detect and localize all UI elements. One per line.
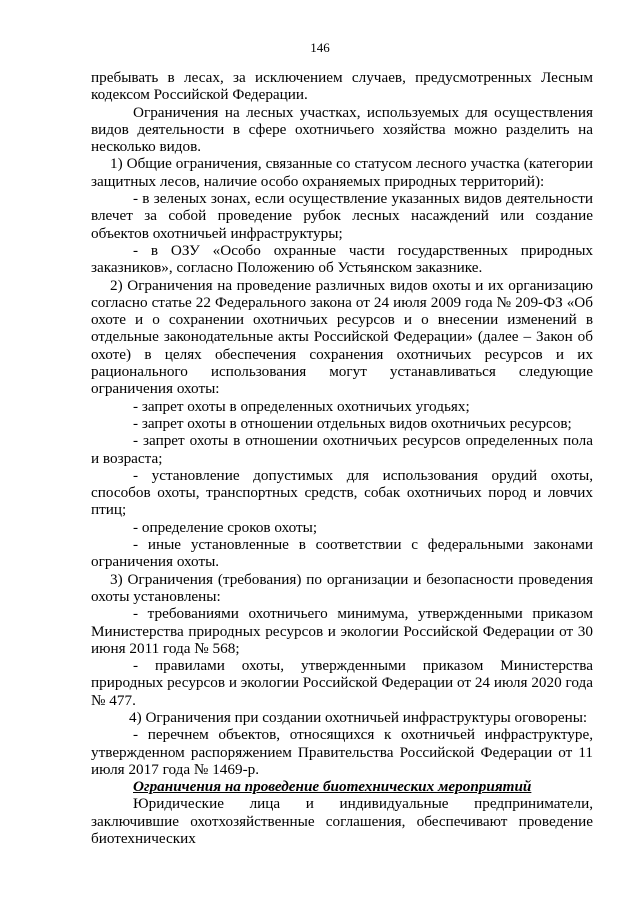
list-item-1: 1) Общие ограничения, связанные со статусом лесного участка (категории защитных лесов, наличие особо охраняемых природных территорий): bbox=[91, 155, 593, 190]
sub-item-green-zones: - в зеленых зонах, если осуществление указанных видов деятельности влечет за собой проведение рубок лесных насаждений или создание объектов охотничьей инфраструктуры; bbox=[91, 190, 593, 242]
paragraph-final: Юридические лица и индивидуальные предприниматели, заключившие охотхозяйственные соглашения, обеспечивают проведение биотехнических bbox=[91, 795, 593, 848]
list-item-2: 2) Ограничения на проведение различных видов охоты и их организацию согласно статье 22 Федерального закона от 24 июля 2009 года № 209-ФЗ «Об охоте и о сохранении охотничьих ресурсов и о внесении изменений в отдельные законодательные акты Российской Федерации» (далее – Закон об охоте) в целях обеспечения сохранения охотничьих ресурсов и их рационального использования могут устанавливаться следующие ограничения охоты: bbox=[91, 276, 593, 398]
page-body bbox=[91, 69, 593, 847]
sub-item-ban-areas: - запрет охоты в определенных охотничьих угодьях; bbox=[133, 397, 470, 415]
sub-item-ban-sex-age: - запрет охоты в отношении охотничьих ресурсов определенных пола и возраста; bbox=[91, 432, 593, 467]
page-number: 146 bbox=[310, 40, 330, 55]
paragraph-continuation: пребывать в лесах, за исключением случаев, предусмотренных Лесным кодексом Российской Федерации. bbox=[91, 69, 593, 104]
sub-item-seasons: - определение сроков охоты; bbox=[133, 518, 318, 536]
paragraph-intro: Ограничения на лесных участках, используемых для осуществления видов деятельности в сфере охотничьего хозяйства можно разделить на несколько видов. bbox=[91, 103, 593, 156]
sub-item-other: - иные установленные в соответствии с федеральными законами ограничения охоты. bbox=[91, 536, 593, 571]
list-item-4: 4) Ограничения при создании охотничьей инфраструктуры оговорены: bbox=[129, 708, 588, 726]
sub-item-infrastructure: - перечнем объектов, относящихся к охотничьей инфраструктуре, утвержденном распоряжением Правительства Российской Федерации от 11 июля 2017 года № 1469-р. bbox=[91, 726, 593, 778]
sub-item-tools: - установление допустимых для использования орудий охоты, способов охоты, транспортных средств, собак охотничьих пород и ловчих птиц; bbox=[91, 466, 593, 519]
sub-item-rules: - правилами охоты, утвержденными приказом Министерства природных ресурсов и экологии Российской Федерации от 24 июля 2020 года № 477. bbox=[91, 657, 593, 709]
sub-item-ozu: - в ОЗУ «Особо охранные части государственных природных заказников», согласно Положению об Устьянском заказнике. bbox=[91, 241, 593, 277]
list-item-3: 3) Ограничения (требования) по организации и безопасности проведения охоты установлены: bbox=[91, 570, 593, 605]
sub-item-ban-species: - запрет охоты в отношении отдельных видов охотничьих ресурсов; bbox=[133, 414, 572, 432]
sub-item-minimum: - требованиями охотничьего минимума, утвержденными приказом Министерства природных ресурсов и экологии Российской Федерации от 30 июня 2011 года № 568; bbox=[91, 605, 593, 657]
section-heading: Ограничения на проведение биотехнических мероприятий bbox=[133, 778, 532, 796]
